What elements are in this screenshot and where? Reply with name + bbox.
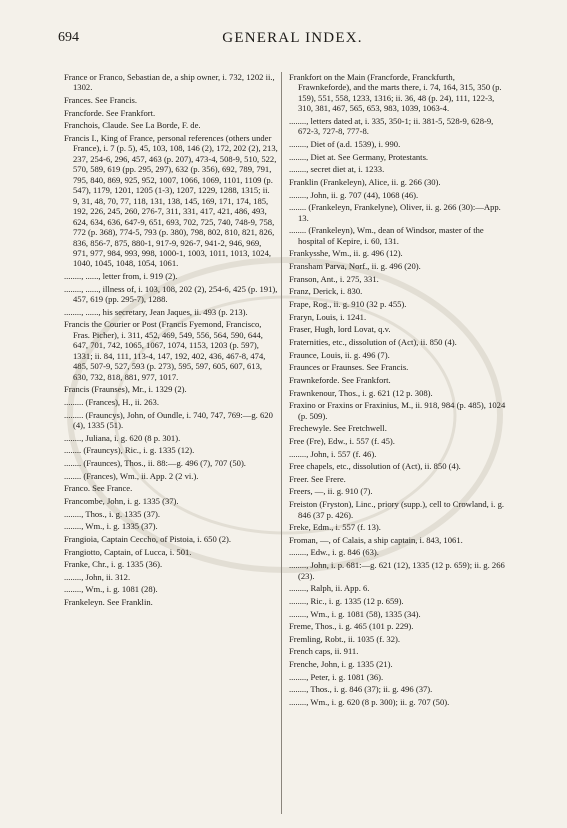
index-entry: Fraunce, Louis, ii. g. 496 (7). — [289, 349, 390, 360]
index-entry: ........, John, ii. g. 707 (44), 1068 (46). — [289, 189, 419, 200]
column-divider — [281, 72, 282, 814]
index-entry: Frawnkeforde. See Frankfort. — [289, 374, 391, 385]
index-entry: ........ (Fraunces), Thos., ii. 88:—g. 496 (7), 707 (50). — [64, 458, 246, 469]
index-entry: Frankfort on the Main (Francforde, Franckfurth, Frawnkeforde), and the marts there, i. 74, 164, 315, 350 (p. 159), 551, 558, 1233, 1316; ii. 36, 48 (p. 24), 111, 122-3, 310, 381, 467, 565, 653, 983, 1039, 1063-4. — [289, 72, 502, 114]
index-entry: ........, John, ii. 312. — [64, 571, 131, 582]
index-column-right — [289, 72, 509, 710]
index-entry: Francis I., King of France, personal references (others under France), i. 7 (p. 5), 45, 103, 108, 146 (2), 172, 202 (2), 213, 237, 254-6, 296, 457, 463 (p. 207), 473-4, 508-9, 510, 522, 570, 589, 619 (pp. 295, 297), 632 (p. 356), 692, 789, 791, 795, 840, 869, 925, 952, 1007, 1066, 1069, 1101, 1109 (p. 547), 1179, 1201, 1205 (1-3), 1207, 1229, 1288, 1315; ii. 9, 31, 48, 70, 77, 118, 131, 138, 145, 169, 171, 174, 185, 192, 226, 245, 260, 276-7, 311, 331, 417, 421, 486, 493, 624, 634, 636, 647-9, 651, 693, 702, 725, 740, 748-9, 758, 772 (p. 368), 774-5, 793 (p. 380), 798, 802, 810, 821, 826, 836, 856-7, 875, 880-1, 917-9, 926-7, 941-2, 946, 969, 971, 977, 984, 993, 998, 1000-1, 1003, 1011, 1013, 1024, 1040, 1045, 1048, 1054, 1061. — [64, 133, 278, 269]
index-entry: ........ (Frankeleyn), Wm., dean of Windsor, master of the hospital of Kepire, i. 60, 131. — [289, 225, 484, 246]
index-entry: Franz, Derick, i. 830. — [289, 286, 363, 297]
index-entry: ........, John, i. 557 (f. 46). — [289, 448, 377, 459]
index-entry: ........ (Frauncys), Ric., i. g. 1335 (12). — [64, 445, 195, 456]
index-entry: Fraunces or Fraunses. See Francis. — [289, 362, 409, 373]
index-entry: Fraternities, etc., dissolution of (Act), ii. 850 (4). — [289, 336, 457, 347]
running-title: GENERAL INDEX. — [222, 30, 363, 46]
index-entry: ........, Wm., i. g. 620 (8 p. 300); ii. g. 707 (50). — [289, 696, 450, 707]
index-entry: ........, Diet at. See Germany, Protestants. — [289, 151, 429, 162]
index-entry: ........, Thos., i. g. 846 (37); ii. g. 496 (37). — [289, 684, 433, 695]
index-entry: Free (Fre), Edw., i. 557 (f. 45). — [289, 435, 395, 446]
index-entry: ........, Peter, i. g. 1081 (36). — [289, 671, 384, 682]
index-entry: Francis the Courier or Post (Francis Fyemond, Francisco, Fras. Picher), i. 311, 452, 469, 549, 556, 564, 590, 644, 647, 701, 742, 1065, 1067, 1074, 1153, 1203 (p. 597), 1331; ii. 84, 111, 113-4, 147, 192, 402, 436, 467-8, 474, 485, 507-9, 527, 593 (p. 273), 595, 597, 605, 607, 613, 630, 732, 818, 881, 977, 1017. — [64, 319, 266, 382]
index-entry: ........, Wm., i. g. 1081 (28). — [64, 584, 158, 595]
index-entry: Frangiotto, Captain, of Lucca, i. 501. — [64, 546, 192, 557]
index-entry: ........, ......, illness of, i. 103, 108, 202 (2), 254-6, 425 (p. 191), 457, 619 (pp. 295-7), 1288. — [64, 283, 278, 305]
index-entry: Frangioia, Captain Ceccho, of Pistoia, i. 650 (2). — [64, 533, 232, 544]
index-entry: Fraryn, Louis, i. 1241. — [289, 311, 367, 322]
index-entry: Franke, Chr., i. g. 1335 (36). — [64, 559, 163, 570]
index-entry: ......... (Frances), H., ii. 263. — [64, 397, 159, 408]
index-entry: Fraser, Hugh, lord Lovat, q.v. — [289, 324, 391, 335]
index-entry: Fraxino or Fraxins or Fraxinius, M., ii. 918, 984 (p. 485), 1024 (p. 509). — [289, 400, 506, 421]
index-entry: Freer. See Frere. — [289, 473, 346, 484]
index-column-left — [64, 72, 278, 610]
index-entry: French caps, ii. 911. — [289, 646, 359, 657]
index-entry: ........, Edw., i. g. 846 (63). — [289, 547, 379, 558]
index-entry: Frenche, John, i. g. 1335 (21). — [289, 659, 393, 670]
index-entry: ........ (Frankeleyn, Frankelyne), Oliver, ii. g. 266 (30):—App. 13. — [289, 202, 501, 223]
page-number: 694 — [58, 30, 79, 45]
index-entry: Francombe, John, i. g. 1335 (37). — [64, 495, 179, 506]
index-entry: Frankeleyn. See Franklin. — [64, 597, 153, 608]
index-entry: Frankysshe, Wm., ii. g. 496 (12). — [289, 248, 403, 259]
index-entry: Frape, Rog., ii. g. 910 (32 p. 455). — [289, 299, 407, 310]
index-entry: Fremling, Robt., ii. 1035 (f. 32). — [289, 633, 400, 644]
index-entry: ........, Ric., i. g. 1335 (12 p. 659). — [289, 595, 404, 606]
index-entry: Free chapels, etc., dissolution of (Act), ii. 850 (4). — [289, 461, 461, 472]
index-entry: ........, ......, letter from, i. 919 (2). — [64, 271, 178, 282]
index-entry: ........, Wm., i. g. 1335 (37). — [64, 521, 158, 532]
index-entry: ........, letters dated at, i. 335, 350-1; ii. 381-5, 528-9, 628-9, 672-3, 727-8, 777-8. — [289, 116, 494, 137]
index-entry: Francforde. See Frankfort. — [64, 107, 156, 118]
index-entry: Francis (Fraunses), Mr., i. 1329 (2). — [64, 384, 187, 395]
index-entry: Franco. See France. — [64, 483, 133, 494]
index-entry: ........, John, i. p. 681:—g. 621 (12), 1335 (12 p. 659); ii. g. 266 (23). — [289, 560, 505, 581]
index-entry: ........, secret diet at, i. 1233. — [289, 164, 385, 175]
index-entry: Frawnkenour, Thos., i. g. 621 (12 p. 308). — [289, 387, 433, 398]
index-entry: Frances. See Francis. — [64, 95, 138, 106]
index-entry: Franchois, Claude. See La Borde, F. de. — [64, 120, 201, 131]
index-entry: ........, Juliana, i. g. 620 (8 p. 301). — [64, 432, 181, 443]
index-entry: Frechewyle. See Fretchwell. — [289, 423, 387, 434]
index-entry: ........, Ralph, ii. App. 6. — [289, 583, 370, 594]
index-entry: Freke, Edm., i. 557 (f. 13). — [289, 522, 381, 533]
index-entry: ........ (Frances), Wm., ii. App. 2 (2 vi.). — [64, 470, 199, 481]
index-entry: Franson, Ant., i. 275, 331. — [289, 273, 379, 284]
index-entry: France or Franco, Sebastian de, a ship owner, i. 732, 1202 ii., 1302. — [64, 72, 275, 93]
index-entry: ......... (Frauncys), John, of Oundle, i. 740, 747, 769:—g. 620 (4), 1335 (51). — [64, 409, 273, 431]
index-entry: ........, Wm., i. g. 1081 (58), 1335 (34). — [289, 608, 421, 619]
index-entry: ........, Diet of (a.d. 1539), i. 990. — [289, 139, 401, 150]
index-entry: Fransham Parva, Norf., ii. g. 496 (20). — [289, 261, 421, 272]
index-entry: Franklin (Frankeleyn), Alice, ii. g. 266 (30). — [289, 177, 441, 188]
index-entry: ........, ......, his secretary, Jean Jaques, ii. 493 (p. 213). — [64, 306, 248, 317]
index-entry: Freiston (Fryston), Linc., priory (supp.), cell to Crowland, i. g. 846 (37 p. 426). — [289, 499, 505, 520]
page-header — [58, 30, 527, 50]
index-entry: ........, Thos., i. g. 1335 (37). — [64, 508, 161, 519]
index-entry: Freme, Thos., i. g. 465 (101 p. 229). — [289, 621, 414, 632]
index-entry: Freers, —, ii. g. 910 (7). — [289, 486, 373, 497]
index-entry: Froman, —, of Calais, a ship captain, i. 843, 1061. — [289, 534, 463, 545]
